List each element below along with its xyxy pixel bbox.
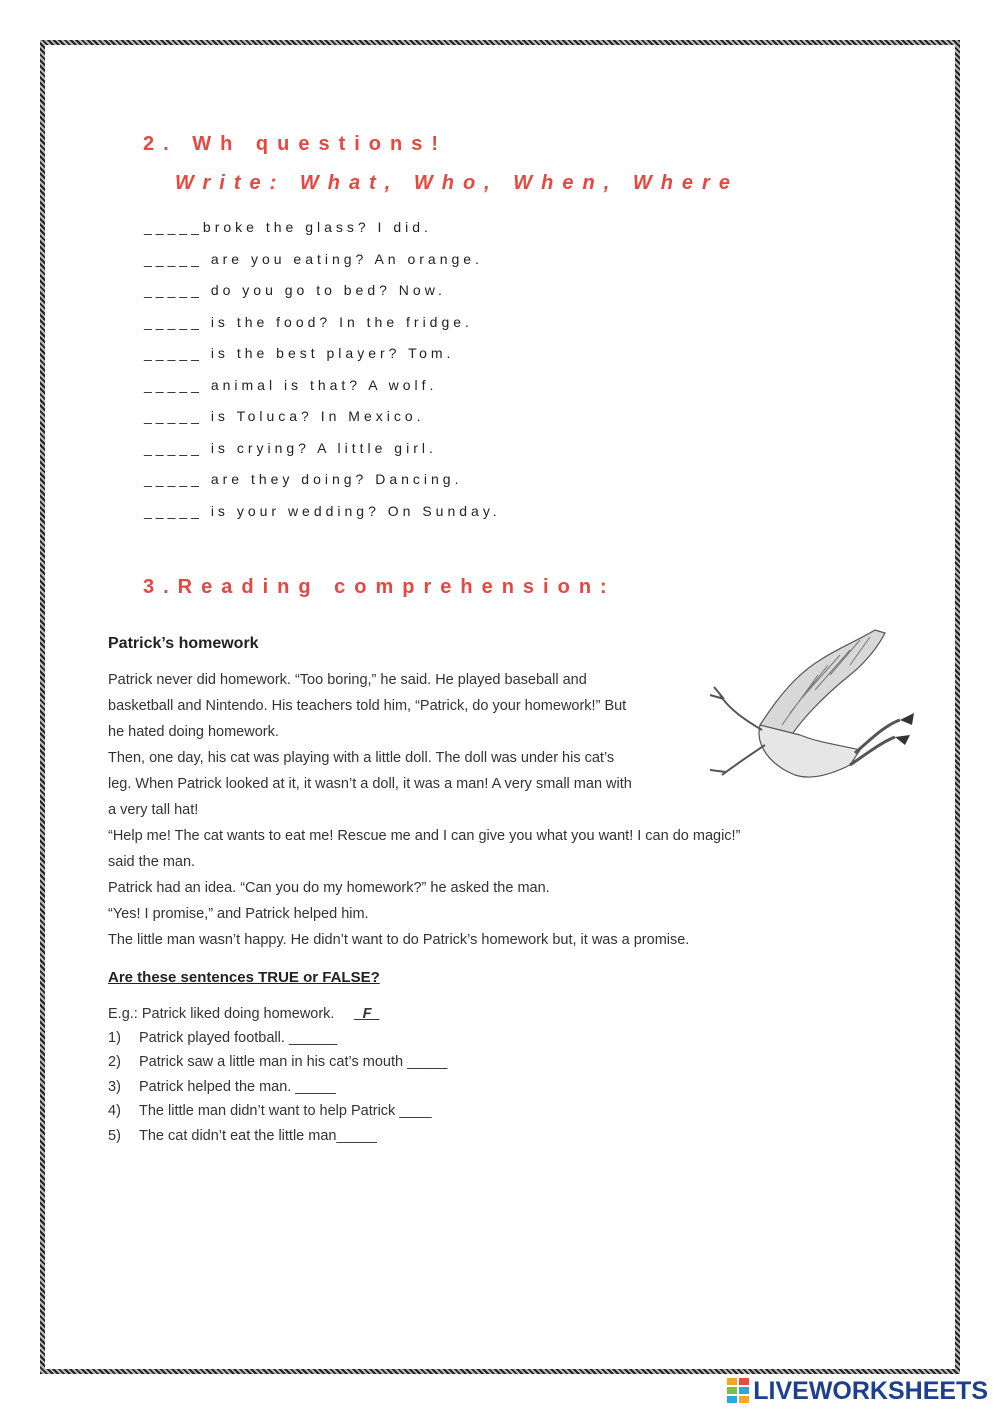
tf-item [108, 1030, 447, 1054]
example-text: E.g.: Patrick liked doing homework. [108, 1006, 335, 1022]
story-line: Then, one day, his cat was playing with a little doll. The doll was under his cat’s [108, 750, 615, 766]
tf-item-text: Patrick helped the man. _____ [139, 1078, 336, 1095]
question-item: _____ is Toluca? In Mexico. [144, 408, 425, 424]
question-item: _____ animal is that? A wolf. [144, 376, 438, 393]
question-item: _____ is the food? In the fridge. [144, 313, 473, 330]
question-item: _____ is your wedding? On Sunday. [144, 502, 501, 519]
question-item: _____ are they doing? Dancing. [144, 471, 463, 487]
tf-item-number: 4) [108, 1103, 121, 1120]
tf-item-text: The little man didn’t want to help Patrick ____ [139, 1103, 432, 1120]
example-question [108, 1006, 380, 1022]
story-line: Patrick never did homework. “Too boring,” he said. He played baseball and [108, 672, 587, 688]
tf-item-number: 5) [108, 1127, 121, 1144]
question-item: _____ is the best player? Tom. [144, 345, 455, 361]
story-line: The little man wasn’t happy. He didn’t want to do Patrick’s homework but, it was a promise. [108, 932, 690, 948]
example-answer: _F_ [354, 1006, 380, 1022]
tf-item [108, 1054, 447, 1078]
tf-item-text: Patrick played football. ______ [139, 1030, 338, 1046]
question-item: _____ are you eating? An orange. [144, 250, 483, 267]
tf-item-text: Patrick saw a little man in his cat’s mouth _____ [139, 1054, 448, 1071]
tf-item-number: 1) [108, 1030, 121, 1046]
tf-item [108, 1103, 447, 1127]
true-false-title: Are these sentences TRUE or FALSE? [108, 969, 380, 986]
falling-man-illustration [700, 625, 925, 800]
tf-item-number: 3) [108, 1078, 121, 1095]
story-line: he hated doing homework. [108, 724, 279, 740]
story-line: “Yes! I promise,” and Patrick helped him. [108, 906, 369, 922]
liveworksheets-logo-icon [727, 1378, 749, 1404]
story-line: Patrick had an idea. “Can you do my homework?” he asked the man. [108, 880, 550, 896]
tf-item [108, 1079, 447, 1103]
section-3-title: 3.Reading comprehension: [143, 576, 616, 598]
section-2-instruction: Write: What, Who, When, Where [175, 172, 739, 194]
true-false-list [108, 1030, 447, 1152]
story-title: Patrick’s homework [108, 635, 259, 652]
question-item: _____broke the glass? I did. [144, 219, 432, 235]
tf-item [108, 1128, 447, 1152]
story-line: basketball and Nintendo. His teachers told him, “Patrick, do your homework!” But [108, 698, 627, 714]
story-line: “Help me! The cat wants to eat me! Rescue me and I can give you what you want! I can do magic!” [108, 828, 741, 844]
question-item: _____ is crying? A little girl. [144, 439, 437, 456]
story-line: leg. When Patrick looked at it, it wasn’t a doll, it was a man! A very small man with [108, 776, 632, 792]
story-line: a very tall hat! [108, 802, 199, 818]
question-list [144, 219, 501, 534]
question-item: _____ do you go to bed? Now. [144, 282, 446, 298]
section-2-title: 2. Wh questions! [143, 133, 447, 155]
tf-item-number: 2) [108, 1054, 121, 1071]
logo-text: LIVEWORKSHEETS [753, 1376, 988, 1405]
tf-item-text: The cat didn’t eat the little man_____ [139, 1127, 377, 1144]
liveworksheets-logo[interactable] [727, 1376, 988, 1406]
story-line: said the man. [108, 854, 196, 870]
